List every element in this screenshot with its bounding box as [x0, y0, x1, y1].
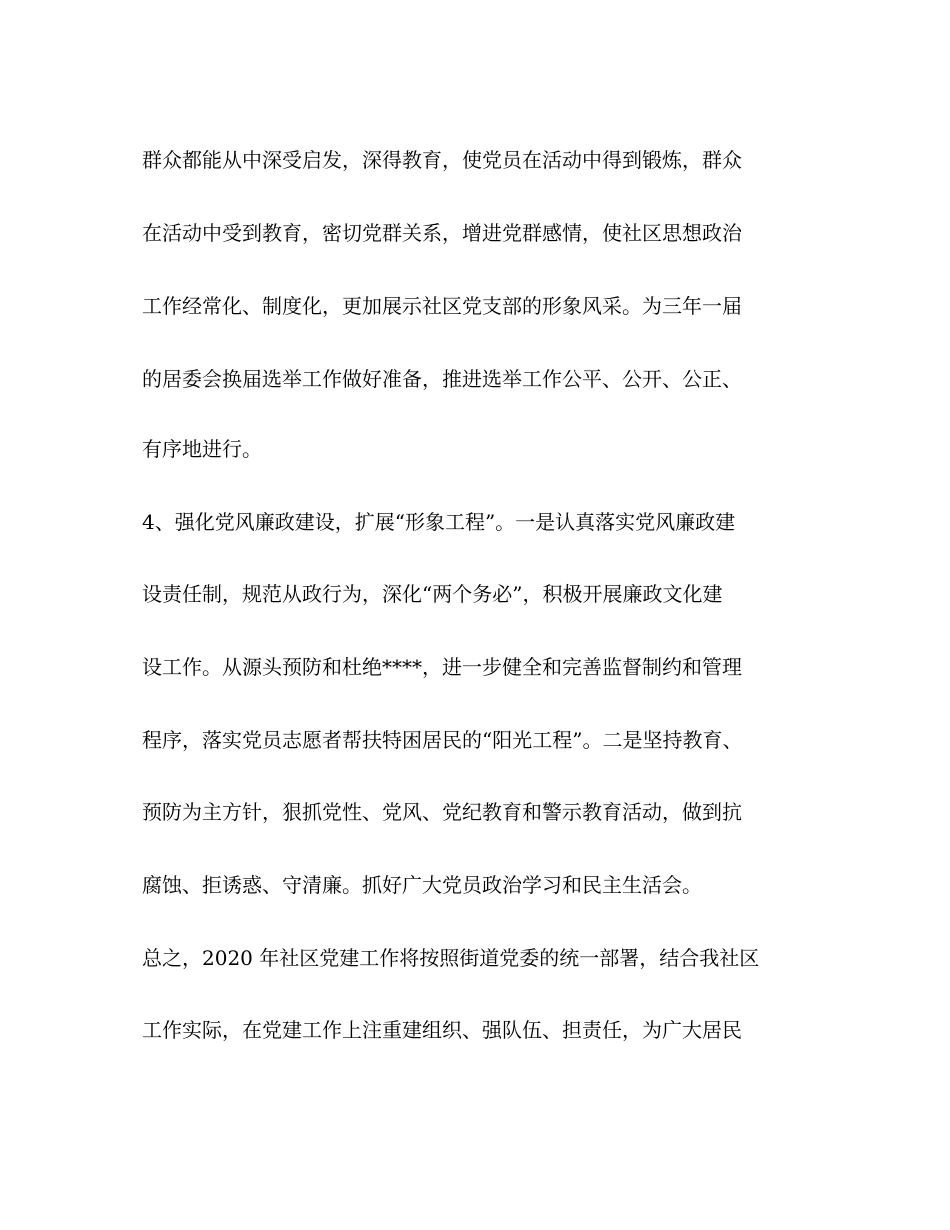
text-line: 程序，落实党员志愿者帮扶特困居民的“阳光工程”。二是坚持教育、 — [142, 728, 743, 752]
text-line: 工作实际，在党建工作上注重建组织、强队伍、担责任，为广大居民 — [142, 1018, 742, 1042]
text-line: 腐蚀、拒诱惑、守清廉。抓好广大党员政治学习和民主生活会。 — [142, 873, 702, 897]
text-line: 有序地进行。 — [142, 437, 262, 461]
text-line: 总之，2020 年社区党建工作将按照街道党委的统一部署，结合我社区 — [142, 946, 760, 970]
text-line: 工作经常化、制度化，更加展示社区党支部的形象风采。为三年一届 — [142, 294, 742, 318]
text-line: 的居委会换届选举工作做好准备，推进选举工作公平、公开、公正、 — [142, 367, 742, 391]
text-line: 在活动中受到教育，密切党群关系，增进党群感情，使社区思想政治 — [142, 221, 742, 245]
text-line: 群众都能从中深受启发，深得教育，使党员在活动中得到锻炼，群众 — [142, 148, 742, 172]
text-line: 设工作。从源头预防和杜绝****，进一步健全和完善监督制约和管理 — [142, 655, 742, 679]
text-line: 4、强化党风廉政建设，扩展“形象工程”。一是认真落实党风廉政建 — [142, 510, 736, 534]
text-line: 设责任制，规范从政行为，深化“两个务必”，积极开展廉政文化建 — [142, 582, 723, 606]
text-line: 预防为主方针，狠抓党性、党风、党纪教育和警示教育活动，做到抗 — [142, 800, 742, 824]
